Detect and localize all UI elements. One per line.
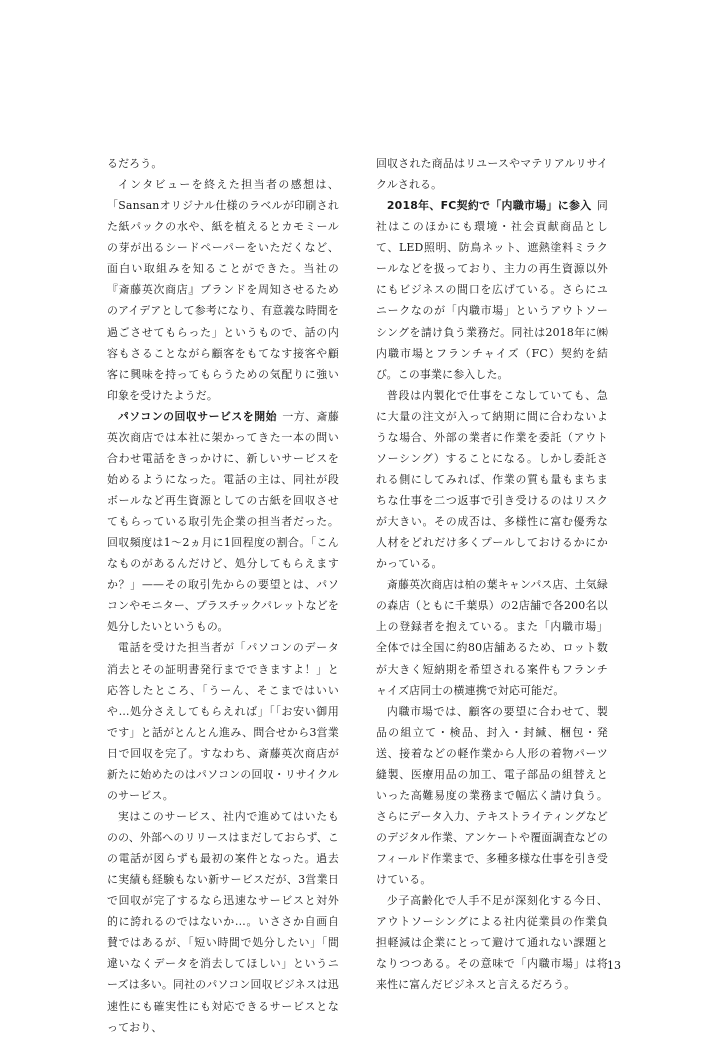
- paragraph: 回収された商品はリユースやマテリアルリサイクルされる。: [376, 157, 608, 192]
- paragraph: るだろう。: [107, 157, 163, 170]
- section-heading: パソコンの回収サービスを開始: [117, 409, 277, 423]
- paragraph: 斎藤英次商店は柏の葉キャンパス店、土気緑の森店（ともに千葉県）の2店舗で各200名以上の登録者を抱えている。また「内職市場」全体では全国に約80店舗あるため、ロット数が大きく短納期を希望される案件もフランチャイズ店同士の横連携で対応可能だ。: [376, 578, 608, 697]
- page-number: 13: [607, 959, 621, 972]
- paragraph: 内職市場では、顧客の要望に合わせて、製品の組立て・検品、封入・封緘、梱包・発送、接着などの軽作業から人形の着物パーツ縫製、医療用品の加工、電子部品の組替えといった高難易度の業務まで幅広く請け負う。さらにデータ入力、テキストライティングなどのデジタル作業、アンケートや覆面調査などのフィールド作業まで、多種多様な仕事を引き受けている。: [376, 704, 608, 887]
- paragraph: [107, 406, 339, 638]
- paragraph-body: 同社はこのほかにも環境・社会貢献商品として、LED照明、防鳥ネット、遮熱塗料ミラクールなどを扱っており、主力の再生資源以外にもビジネスの間口を広げている。さらにユニークなのが「内職市場」というアウトソーシングを請け負う業務だ。同社は2018年に㈱内職市場とフランチャイズ（FC）契約を結び。この事業に参入した。: [376, 199, 608, 381]
- paragraph: 少子高齢化で人手不足が深刻化する今日、アウトソーシングによる社内従業員の作業負担軽減は企業にとって避けて通れない課題となりつつある。その意味で「内職市場」は将来性に富んだビジネスと言えるだろう。: [376, 894, 608, 992]
- paragraph: インタビューを終えた担当者の感想は、「Sansanオリジナル仕様のラベルが印刷された紙パックの水や、紙を植えるとカモミールの芽が出るシードペーパーをいただくなど、面白い取組みを知ることができた。当社の『斎藤英次商店』ブランドを周知させるためのアイデアとして参考になり、有意義な時間を過ごさせてもらった」というもので、話の内容もさることながら顧客をもてなす接客や顧客に興味を持ってもらうための気配りに強い印象を受けたようだ。: [107, 178, 339, 402]
- paragraph: [376, 195, 608, 385]
- paragraph: 普段は内製化で仕事をこなしていても、急に大量の注文が入って納期に間に合わないような場合、外部の業者に作業を委託（アウトソーシング）することになる。しかし委託される側にしてみれば、作業の質も量もまちまちな仕事を二つ返事で引き受けるのはリスクが大きい。その成否は、多様性に富む優秀な人材をどれだけ多くプールしておけるかにかかっている。: [376, 388, 608, 571]
- right-column: [376, 153, 608, 996]
- paragraph: 電話を受けた担当者が「パソコンのデータ消去とその証明書発行までできますよ！」と応答したところ、「うーん、そこまではいいや…処分さえしてもらえれば」「「お安い御用です」と話がとんとん進み、問合せから3営業日で回収を完了。すなわち、斎藤英次商店が新たに始めたのはパソコンの回収・リサイクルのサービス。: [107, 641, 339, 802]
- left-column: [107, 153, 339, 1038]
- paragraph-body: 一方、斎藤英次商店では本社に架かってきた一本の問い合わせ電話をきっかけに、新しいサービスを始めるようになった。電話の主は、同社が段ボールなど再生資源としての古紙を回収させてもらっている取引先企業の担当者だった。回収頻度は1～2ヵ月に1回程度の割合。「こんなものがあるんだけど、処分してもらえますか？」——その取引先からの要望とは、パソコンやモニター、プラスチックパレットなどを処分したいというもの。: [107, 409, 339, 634]
- paragraph: 実はこのサービス、社内で進めてはいたものの、外部へのリリースはまだしておらず、この電話が図らずも最初の案件となった。過去に実績も経験もない新サービスだが、3営業日で回収が完了するなら迅速なサービスと対外的に誇れるのではないか…。いささか自画自賛ではあるが、「短い時間で処分したい」「間違いなくデータを消去してほしい」というニーズは多い。同社のパソコン回収ビジネスは迅速性にも確実性にも対応できるサービスとなっており、: [107, 809, 339, 1034]
- section-heading: 2018年、FC契約で「内職市場」に参入: [386, 199, 592, 213]
